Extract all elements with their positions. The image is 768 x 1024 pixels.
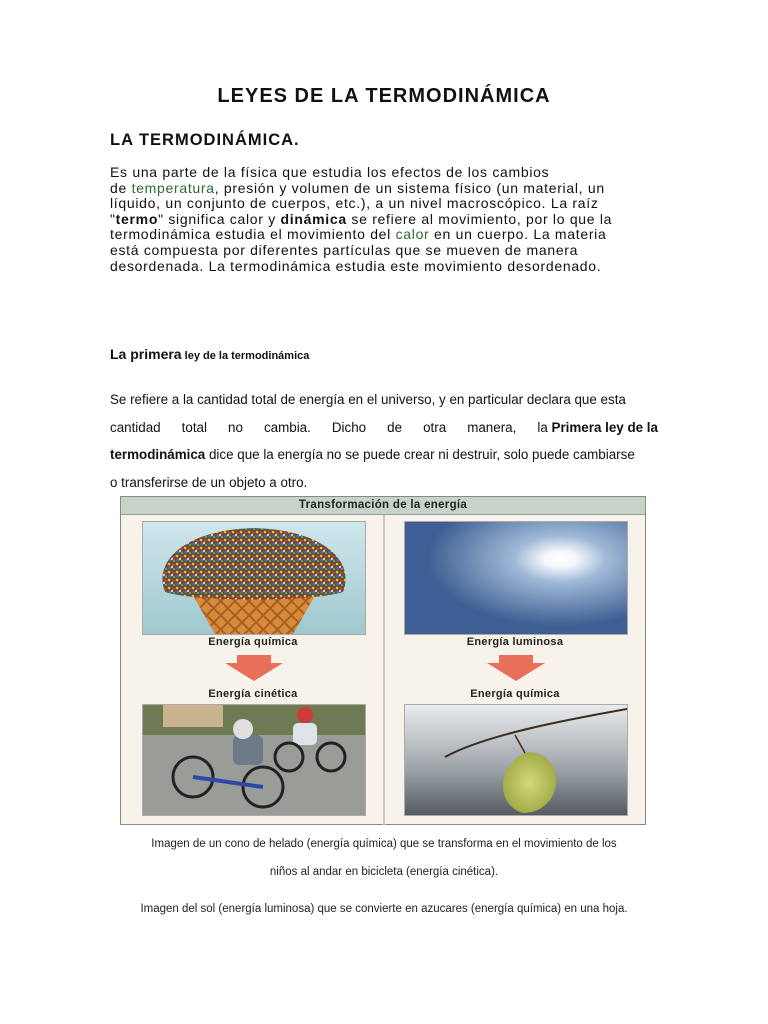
word: no — [228, 419, 243, 435]
word: la — [537, 419, 552, 435]
arrow-down-icon — [225, 655, 283, 681]
right-bottom-label: Energía química — [470, 688, 560, 700]
first-law-paragraph — [110, 386, 658, 496]
word: Dicho — [331, 419, 367, 435]
kids-bicycle-image — [142, 704, 366, 816]
ice-cream-illustration — [143, 522, 365, 634]
termo-bold: termo — [115, 210, 159, 227]
first-law-line-4: o transferirse de un objeto a otro. — [110, 474, 308, 490]
page-title: LEYES DE LA TERMODINÁMICA — [217, 85, 551, 107]
word: total — [181, 419, 207, 435]
intro-text: , presión y volumen de un sistema físico (un material, un — [214, 179, 605, 196]
leaf-image — [404, 704, 628, 816]
intro-line-2 — [110, 181, 670, 197]
word: otra — [423, 419, 447, 435]
intro-line-5 — [110, 227, 670, 243]
first-law-line-3 — [110, 441, 658, 469]
first-law-heading-small: ley de la termodinámica — [181, 350, 310, 362]
leaf-illustration — [405, 705, 627, 815]
intro-text: " — [110, 210, 116, 227]
intro-line-7: desordenada. La termodinámica estudia este movimiento desordenado. — [110, 257, 602, 274]
intro-text: se refiere al movimiento, por lo que la — [346, 210, 613, 227]
intro-text: termodinámica estudia el movimiento del — [110, 226, 396, 243]
intro-paragraph — [110, 165, 670, 274]
intro-text: de — [110, 179, 132, 196]
caption-line-1: Imagen de un cono de helado (energía química) que se transforma en el movimiento de los — [151, 838, 617, 850]
caption-line-2: niños al andar en bicicleta (energía cinética). — [269, 866, 499, 878]
intro-line-3: líquido, un conjunto de cuerpos, etc.), a un nivel macroscópico. La raíz — [110, 195, 599, 212]
first-law-heading-big: La primera — [110, 346, 182, 362]
left-top-label: Energía química — [208, 636, 298, 648]
energy-transformation-figure — [120, 496, 646, 825]
word: cambia. — [263, 419, 311, 435]
word: cantidad — [110, 419, 161, 435]
word: manera, — [467, 419, 517, 435]
intro-line-4 — [110, 212, 670, 228]
intro-line-1: Es una parte de la física que estudia los efectos de los cambios — [110, 164, 550, 180]
right-top-label: Energía luminosa — [466, 636, 564, 648]
figure-header: Transformación de la energía — [121, 497, 645, 515]
figure-divider — [383, 515, 385, 825]
dinamica-bold: dinámica — [280, 210, 347, 227]
section-heading: LA TERMODINÁMICA. — [110, 131, 300, 149]
primera-ley-bold: Primera ley de la — [551, 419, 658, 435]
ice-cream-image — [142, 521, 366, 635]
intro-line-6: está compuesta por diferentes partículas que se mueven de manera — [110, 241, 579, 258]
word-group — [537, 414, 658, 442]
temperatura-link[interactable]: temperatura — [131, 179, 215, 196]
line-text: dice que la energía no se puede crear ni destruir, solo puede cambiarse — [205, 447, 635, 462]
sun-image — [404, 521, 628, 635]
first-law-heading — [110, 346, 309, 364]
first-law-line-2 — [110, 414, 658, 442]
kids-bicycle-illustration — [143, 705, 365, 815]
first-law-line-1: Se refiere a la cantidad total de energía en el universo, y en particular declara que esta — [110, 392, 626, 407]
intro-text: en un cuerpo. La materia — [429, 226, 607, 243]
termodinamica-bold: termodinámica — [110, 447, 206, 462]
sun-illustration — [405, 522, 627, 634]
intro-text: " significa calor y — [158, 210, 281, 227]
calor-link[interactable]: calor — [395, 226, 430, 243]
left-bottom-label: Energía cinética — [208, 688, 298, 700]
caption-line-3: Imagen del sol (energía luminosa) que se convierte en azucares (energía química) en una hoja. — [140, 903, 628, 915]
arrow-down-icon — [487, 655, 545, 681]
word: de — [387, 419, 403, 435]
